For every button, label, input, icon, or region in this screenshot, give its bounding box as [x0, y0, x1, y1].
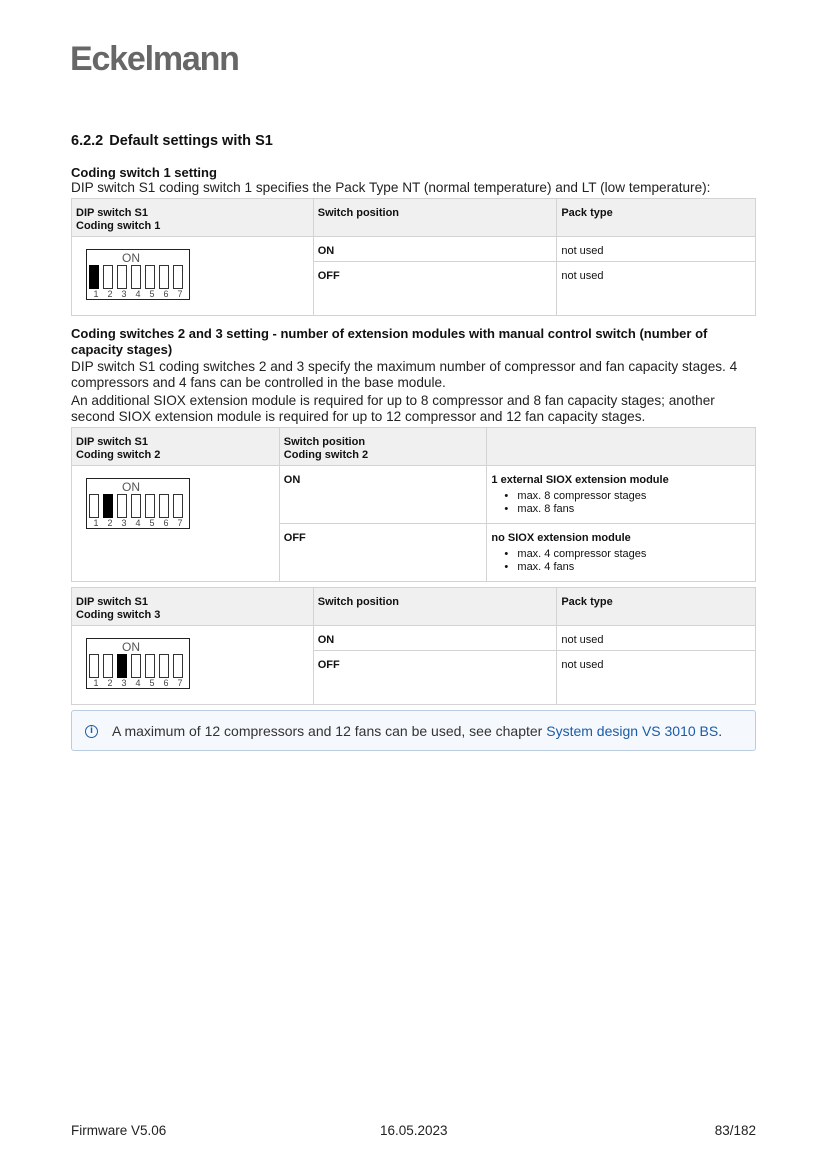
switch-position-cell: ON [313, 626, 557, 651]
dip-numbers: 1 2 3 4 5 6 7 [93, 678, 183, 688]
header-pack-type: Pack type [557, 588, 756, 626]
table-header-row [72, 428, 756, 466]
table-row [72, 237, 756, 262]
dip-numbers: 1 2 3 4 5 6 7 [93, 289, 183, 299]
section-heading [71, 133, 273, 149]
switch-position-cell: ON [279, 466, 487, 524]
dip-switch-graphic [86, 638, 190, 689]
switch-position-cell: ON [313, 237, 557, 262]
list-item: • max. 4 fans [517, 561, 751, 574]
eckelmann-logo: Eckelmann [70, 40, 239, 78]
pack-type-cell: not used [557, 262, 756, 316]
info-note-text [112, 723, 722, 739]
note-end: . [718, 723, 723, 739]
table-row [72, 626, 756, 651]
coding-switch-3-table [71, 587, 756, 705]
extension-module-cell [487, 524, 756, 582]
pack-type-cell: not used [557, 626, 756, 651]
dip-switch-2 [103, 654, 113, 678]
header-coding-switch: Coding switch 2 [76, 449, 161, 461]
header-switch-position: Switch position [283, 436, 366, 448]
extension-module-cell [487, 466, 756, 524]
list-item: • max. 4 compressor stages [517, 548, 751, 561]
header-coding-switch: Coding switch 1 [76, 220, 161, 232]
system-design-link[interactable]: System design VS 3010 BS [546, 723, 719, 739]
note-text: A maximum of 12 compressors and 12 fans can be used, see chapter [112, 723, 547, 739]
header-switch-position: Switch position [313, 588, 557, 626]
dip-switch-3 [117, 494, 127, 518]
dip-switch-4 [131, 494, 141, 518]
switch-position-cell: OFF [313, 651, 557, 705]
info-note [71, 710, 756, 751]
dip-switch-7 [173, 265, 183, 289]
footer-firmware: Firmware V5.06 [71, 1123, 167, 1138]
dip-switch-4 [131, 265, 141, 289]
coding-switch-2-table [71, 427, 756, 582]
dip-on-label: ON [122, 251, 140, 265]
switch-position-cell: OFF [313, 262, 557, 316]
dip-switch-graphic [86, 249, 190, 300]
dip-numbers: 1 2 3 4 5 6 7 [93, 518, 183, 528]
header-empty [487, 428, 756, 466]
pack-type-cell: not used [557, 237, 756, 262]
coding-switches-description-2: An additional SIOX extension module is required for up to 8 compressor and 8 fan capacity stages; another second SIOX extension module is required for up to 12 compressor and 12 fan capacity stages. [71, 393, 715, 424]
coding-switch-1-table [71, 198, 756, 316]
footer-date: 16.05.2023 [380, 1123, 448, 1138]
section-number: 6.2.2 [71, 133, 104, 149]
header-coding-switch-2: Coding switch 2 [283, 449, 369, 461]
stage-list [491, 548, 751, 574]
dip-switch-6 [159, 654, 169, 678]
table-header-row [72, 199, 756, 237]
table-row [72, 466, 756, 524]
dip-switch-7 [173, 494, 183, 518]
header-dip-switch: DIP switch S1 [76, 596, 148, 608]
header-dip-switch: DIP switch S1 [76, 207, 148, 219]
dip-switch-graphic [86, 478, 190, 529]
footer-page-number: 83/182 [714, 1123, 756, 1138]
dip-switch-5 [145, 494, 155, 518]
extension-module-title: no SIOX extension module [491, 532, 631, 544]
header-switch-position: Switch position [313, 199, 557, 237]
dip-on-label: ON [122, 640, 140, 654]
stage-list [491, 490, 751, 516]
dip-switch-3 [117, 265, 127, 289]
dip-switch-4 [131, 654, 141, 678]
header-pack-type: Pack type [557, 199, 756, 237]
dip-switch-1 [89, 265, 99, 289]
dip-switch-1 [89, 494, 99, 518]
dip-on-label: ON [122, 480, 140, 494]
table-header-row [72, 588, 756, 626]
coding-switches-2-3-heading: Coding switches 2 and 3 setting - number of extension modules with manual control switch (number of capacity stages) [71, 326, 708, 357]
info-icon: i [85, 725, 98, 738]
header-coding-switch: Coding switch 3 [76, 609, 161, 621]
dip-switch-1 [89, 654, 99, 678]
list-item: • max. 8 fans [517, 503, 751, 516]
dip-switch-5 [145, 265, 155, 289]
dip-switch-5 [145, 654, 155, 678]
pack-type-cell: not used [557, 651, 756, 705]
dip-switch-6 [159, 494, 169, 518]
section-title: Default settings with S1 [109, 133, 273, 149]
dip-switch-2 [103, 265, 113, 289]
coding-switch-1-description: DIP switch S1 coding switch 1 specifies the Pack Type NT (normal temperature) and LT (low temperature): [71, 180, 711, 195]
dip-switch-6 [159, 265, 169, 289]
coding-switches-description-1: DIP switch S1 coding switches 2 and 3 specify the maximum number of compressor and fan capacity stages. 4 compressors and 4 fans can be controlled in the base module. [71, 359, 738, 390]
dip-switch-7 [173, 654, 183, 678]
coding-switch-1-heading: Coding switch 1 setting [71, 165, 217, 180]
switch-position-cell: OFF [279, 524, 487, 582]
dip-switch-3 [117, 654, 127, 678]
extension-module-title: 1 external SIOX extension module [491, 474, 669, 486]
header-dip-switch: DIP switch S1 [76, 436, 148, 448]
list-item: • max. 8 compressor stages [517, 490, 751, 503]
dip-switch-2 [103, 494, 113, 518]
